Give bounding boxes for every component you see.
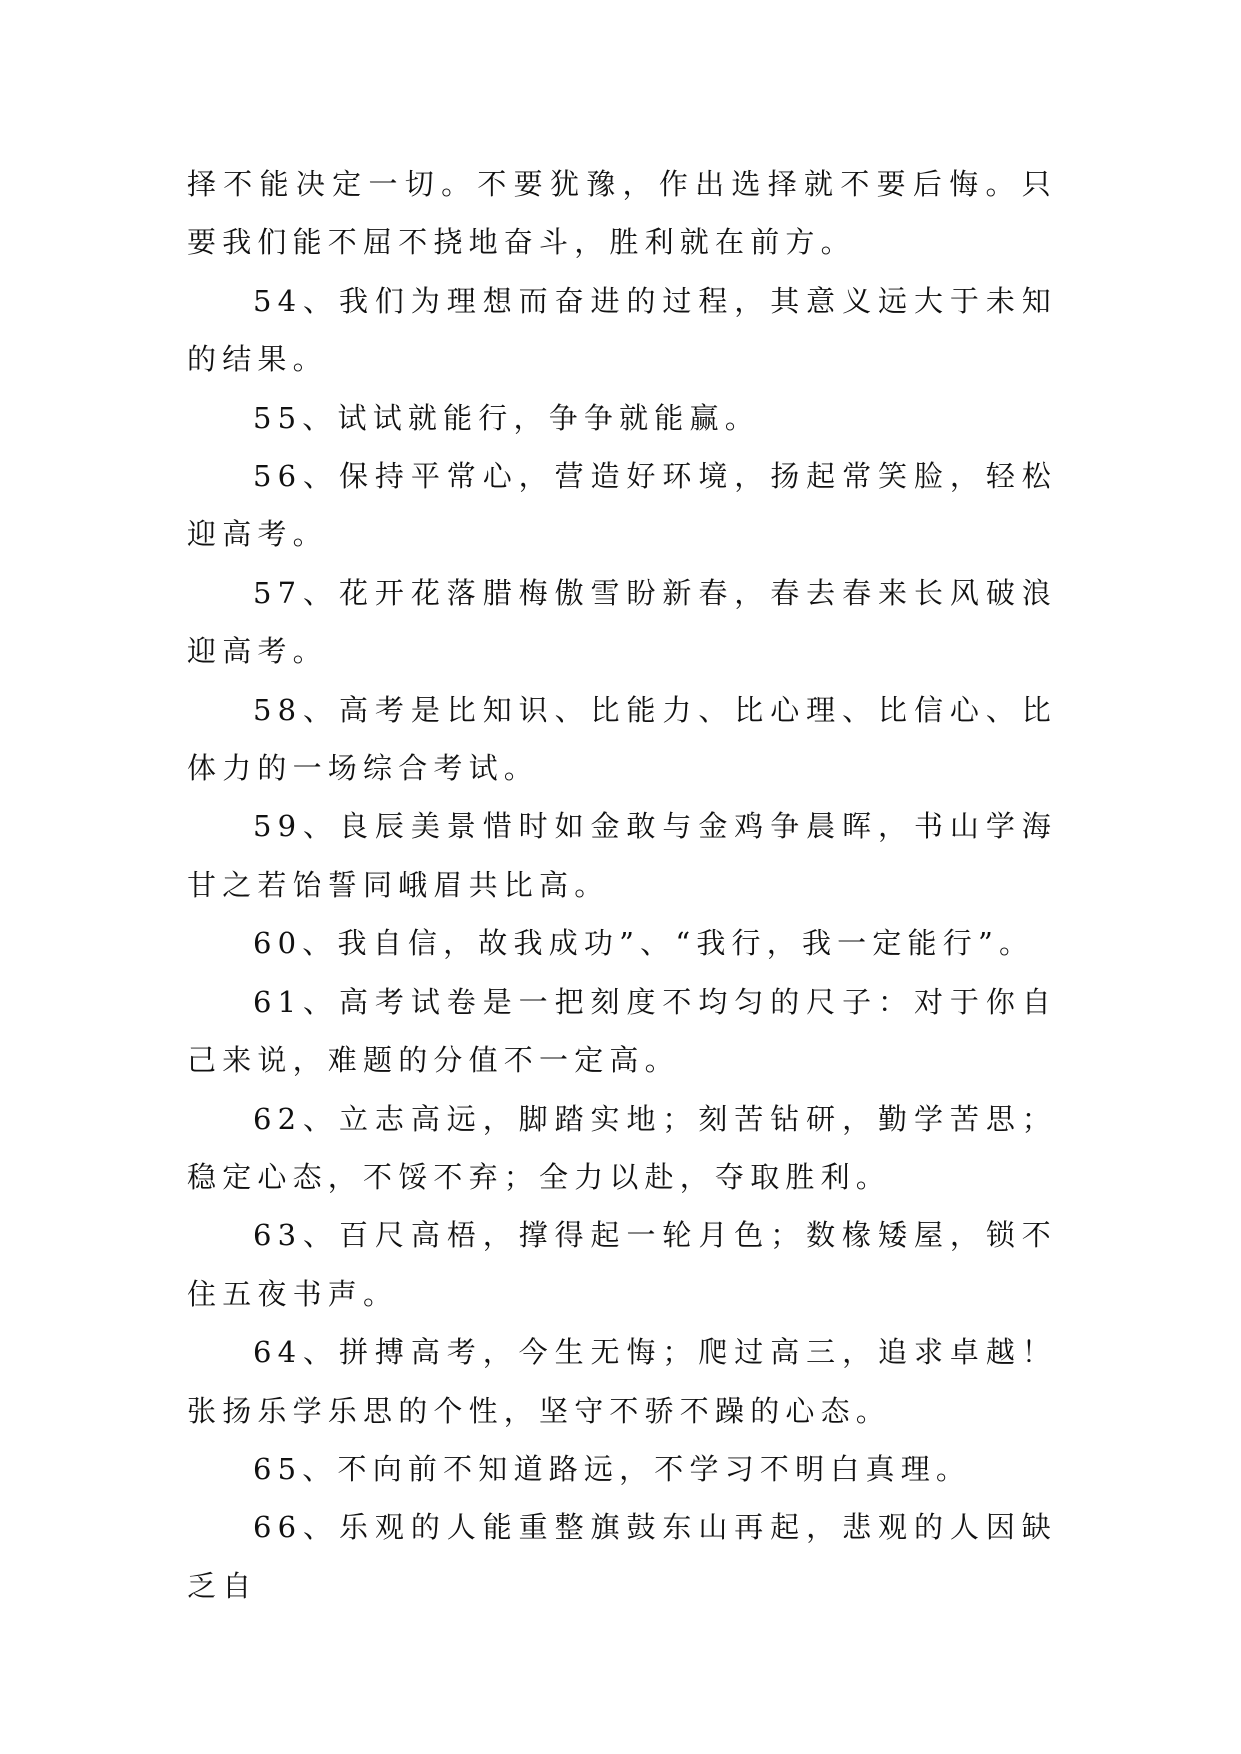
paragraph-item-65: 65、不向前不知道路远，不学习不明白真理。 xyxy=(253,1451,972,1486)
paragraph-item-66: 66、乐观的人能重整旗鼓东山再起，悲观的人因缺乏自 xyxy=(187,1510,1057,1603)
paragraph-item-62: 62、立志高远，脚踏实地；刻苦钻研，勤学苦思；稳定心态，不馁不弃；全力以赴，夺取胜利。 xyxy=(187,1101,1057,1194)
paragraph-item-60: 60、我自信，故我成功”、“我行，我一定能行”。 xyxy=(253,926,1035,961)
paragraph-item-61: 61、高考试卷是一把刻度不均匀的尺子：对于你自己来说，难题的分值不一定高。 xyxy=(187,984,1057,1078)
paragraph-item-59: 59、良辰美景惜时如金敢与金鸡争晨晖，书山学海甘之若饴誓同峨眉共比高。 xyxy=(187,809,1057,902)
paragraph-item-57: 57、花开花落腊梅傲雪盼新春，春去春来长风破浪迎高考。 xyxy=(187,575,1057,669)
paragraph-item-54: 54、我们为理想而奋进的过程，其意义远大于未知的结果。 xyxy=(187,283,1057,377)
document-page xyxy=(187,155,1057,1615)
paragraph-item-58: 58、高考是比知识、比能力、比心理、比信心、比体力的一场综合考试。 xyxy=(187,692,1057,786)
paragraph-item-56: 56、保持平常心，营造好环境，扬起常笑脸，轻松迎高考。 xyxy=(187,459,1057,552)
paragraph-item-55: 55、试试就能行，争争就能赢。 xyxy=(253,400,760,435)
paragraph-continuation: 择不能决定一切。不要犹豫，作出选择就不要后悔。只要我们能不屈不挠地奋斗，胜利就在前方。 xyxy=(187,167,1057,260)
paragraph-item-64: 64、拼搏高考，今生无悔；爬过高三，追求卓越！张扬乐学乐思的个性，坚守不骄不躁的心态。 xyxy=(187,1335,1057,1428)
paragraph-item-63: 63、百尺高梧，撑得起一轮月色；数椽矮屋，锁不住五夜书声。 xyxy=(187,1218,1057,1311)
